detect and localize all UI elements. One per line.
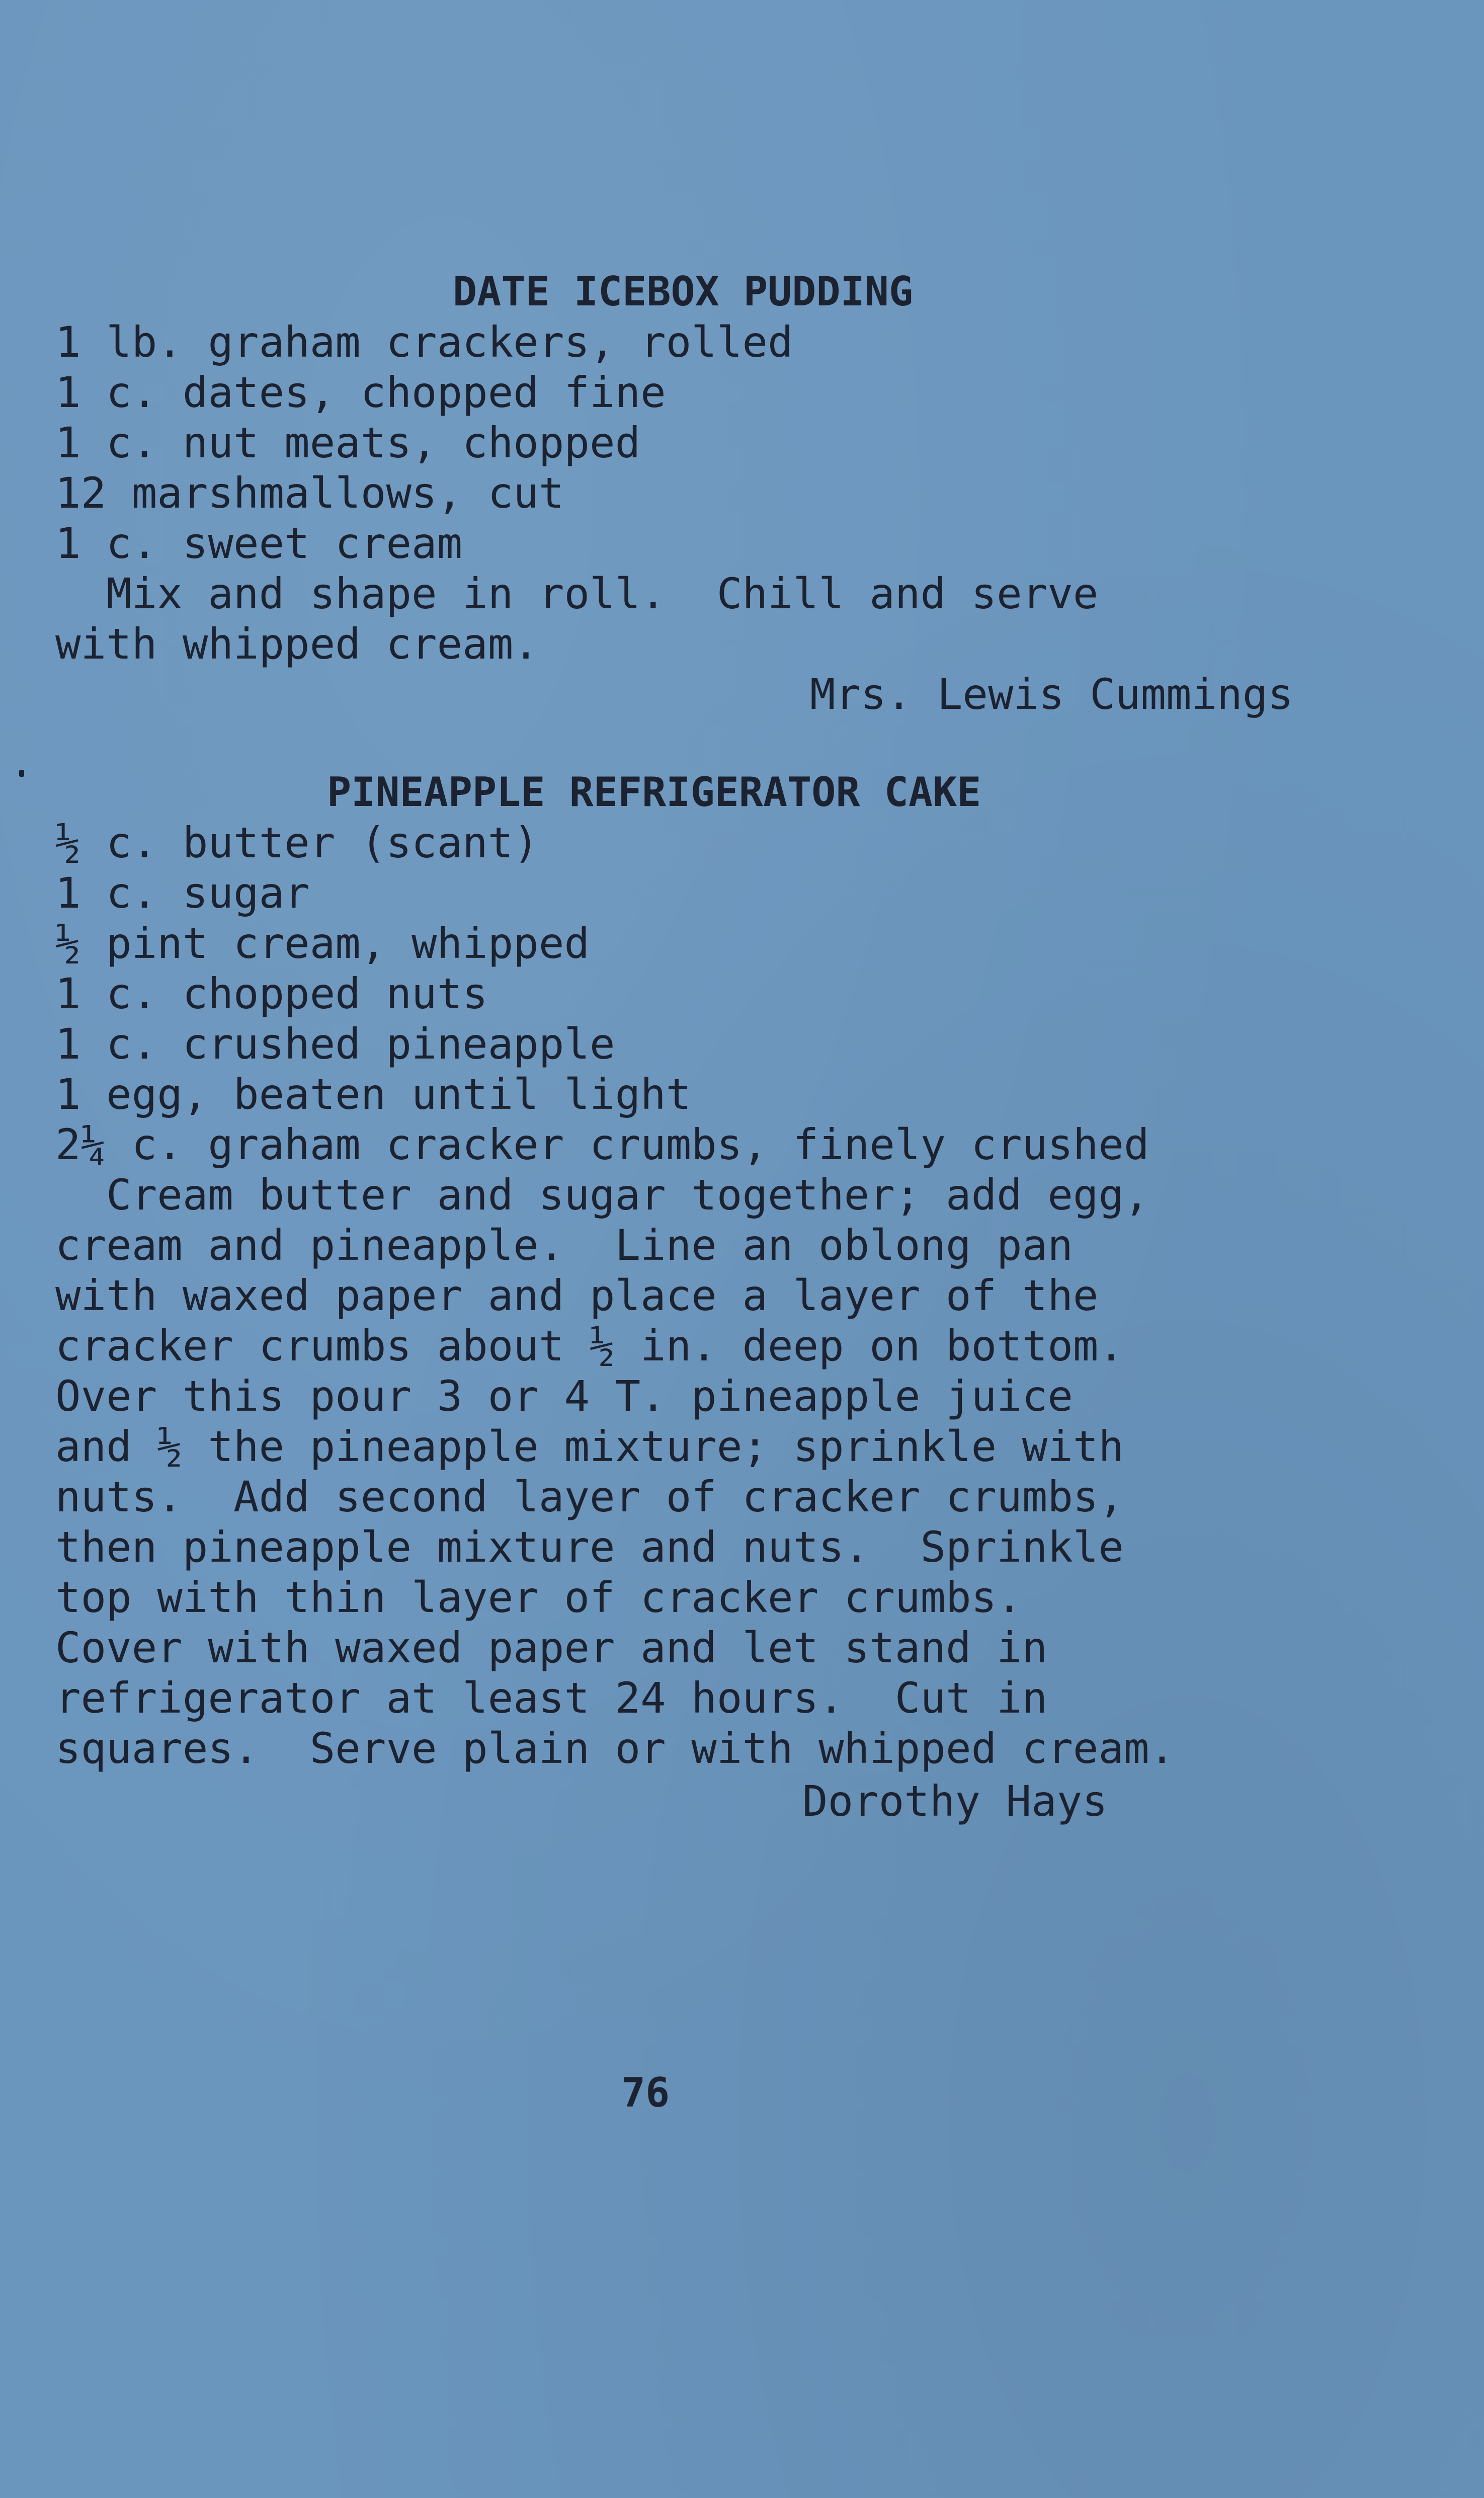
recipe-title: PINEAPPLE REFRIGERATOR CAKE (327, 769, 981, 816)
recipe-author: Dorothy Hays (802, 1777, 1108, 1826)
ingredient-line: ½ pint cream, whipped (55, 919, 590, 968)
ingredient-line: 1 lb. graham crackers, rolled (55, 317, 793, 367)
ingredient-line: 1 c. dates, chopped fine (55, 368, 666, 417)
instruction-line: with whipped cream. (55, 619, 539, 669)
instruction-line: refrigerator at least 24 hours. Cut in (55, 1673, 1048, 1723)
ingredient-line: 1 c. sugar (55, 868, 310, 918)
instruction-line: Mix and shape in roll. Chill and serve (55, 569, 1099, 618)
instruction-line: with waxed paper and place a layer of the (55, 1271, 1099, 1320)
instruction-line: nuts. Add second layer of cracker crumbs, (55, 1472, 1124, 1521)
page-number: 76 (621, 2069, 670, 2116)
ingredient-line: 1 c. nut meats, chopped (55, 418, 641, 467)
instruction-line: cracker crumbs about ½ in. deep on bottom. (55, 1321, 1124, 1371)
ingredient-line: 1 c. crushed pineapple (55, 1019, 615, 1069)
instruction-line: cream and pineapple. Line an oblong pan (55, 1221, 1073, 1270)
ingredient-line: 2¼ c. graham cracker crumbs, finely crushed (55, 1120, 1149, 1169)
instruction-line: Cover with waxed paper and let stand in (55, 1623, 1048, 1672)
recipe-author: Mrs. Lewis Cummings (810, 670, 1293, 719)
instruction-line: and ½ the pineapple mixture; sprinkle with (55, 1422, 1124, 1471)
instruction-line: top with thin layer of cracker crumbs. (55, 1573, 1022, 1622)
ingredient-line: 1 egg, beaten until light (55, 1070, 692, 1119)
ingredient-line: 12 marshmallows, cut (55, 468, 564, 518)
recipe-title: DATE ICEBOX PUDDING (453, 268, 914, 315)
ingredient-line: 1 c. sweet cream (55, 519, 463, 568)
instruction-line: Cream butter and sugar together; add egg, (55, 1170, 1149, 1220)
instruction-line: then pineapple mixture and nuts. Sprinkle (55, 1522, 1124, 1572)
instruction-line: squares. Serve plain or with whipped cream. (55, 1724, 1175, 1773)
instruction-line: Over this pour 3 or 4 T. pineapple juice (55, 1372, 1073, 1421)
ingredient-line: ½ c. butter (scant) (55, 818, 539, 867)
ink-speck (19, 770, 24, 777)
ingredient-line: 1 c. chopped nuts (55, 969, 488, 1018)
